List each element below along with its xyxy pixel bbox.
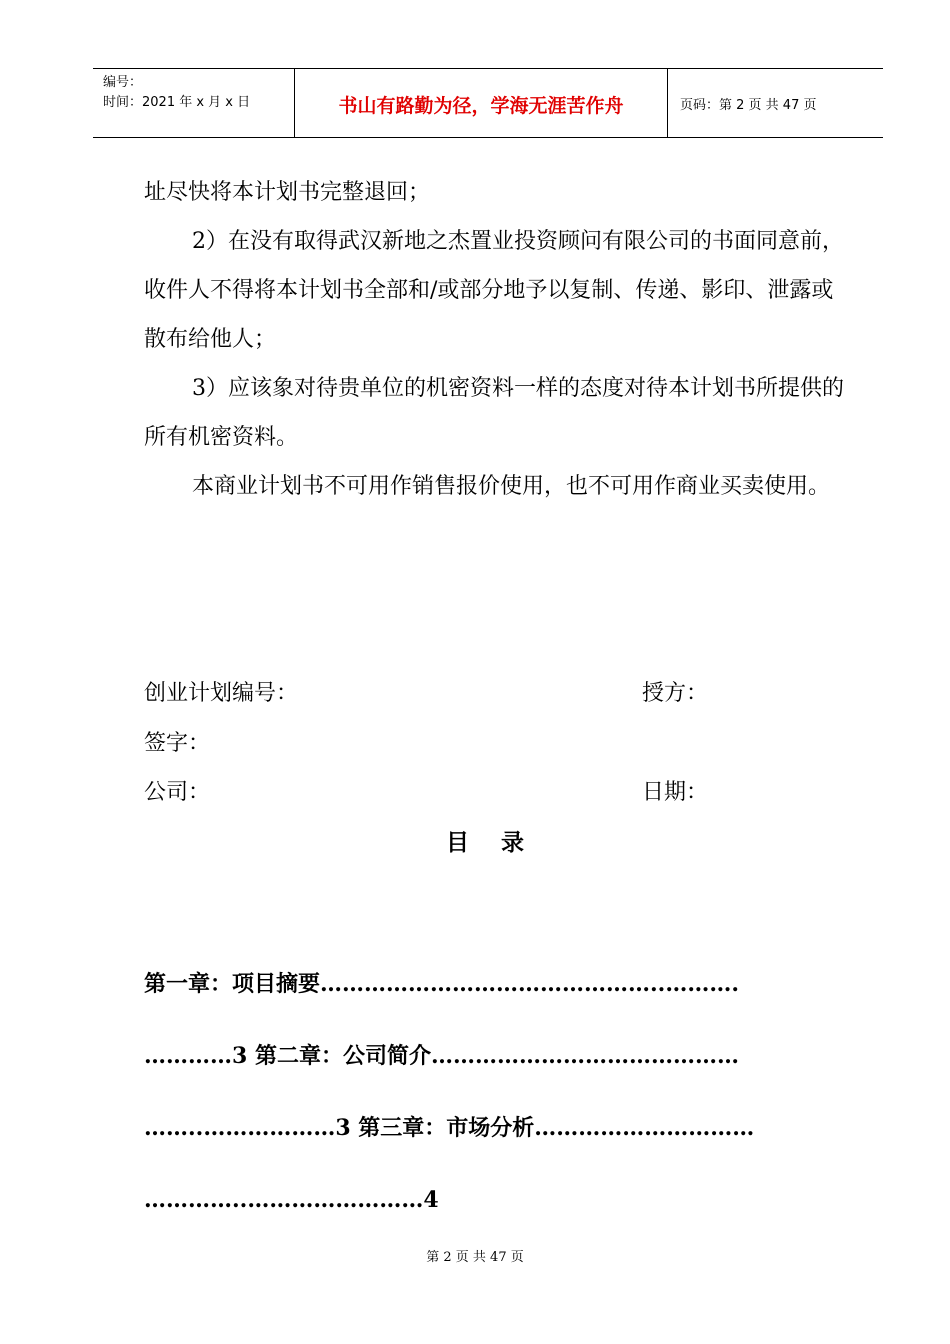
date-label: 日期： <box>642 780 709 805</box>
company-label: 公司： <box>144 780 211 805</box>
toc-line[interactable]: …………3 第二章：公司简介…………………………………… <box>144 1043 739 1069</box>
paragraph-1: 址尽快将本计划书完整退回； <box>144 180 431 205</box>
number-label: 编号： <box>103 75 143 90</box>
paragraph-3: 3）应该象对待贵单位的机密资料一样的态度对待本计划书所提供的所有机密资料。 <box>144 376 844 450</box>
grantee-label: 授方： <box>642 681 709 706</box>
page-footer: 第 2 页 共 47 页 <box>426 1250 524 1265</box>
header-motto-cell <box>295 69 668 137</box>
body-text <box>144 168 844 511</box>
time-label: 时间：2021 年 x 月 x 日 <box>103 95 251 110</box>
paragraph-4: 本商业计划书不可用作销售报价使用，也不可用作商业买卖使用。 <box>192 474 831 499</box>
toc-line[interactable]: ……..………………3 第三章：市场分析………………………… <box>144 1115 755 1141</box>
table-of-contents <box>144 948 844 1236</box>
header-page-cell <box>668 69 883 137</box>
plan-number-label: 创业计划编号： <box>144 681 299 706</box>
page-info: 页码：第 2 页 共 47 页 <box>680 98 817 113</box>
header-meta-cell <box>93 69 295 137</box>
paragraph-2: 2）在没有取得武汉新地之杰置业投资顾问有限公司的书面同意前，收件人不得将本计划书全部和/或部分地予以复制、传递、影印、泄露或散布给他人； <box>144 229 844 352</box>
signature-label: 签字： <box>144 731 211 756</box>
page-header <box>93 68 883 138</box>
toc-line[interactable]: 第一章：项目摘要………………………………………..………. <box>144 971 739 997</box>
motto: 书山有路勤为径，学海无涯苦作舟 <box>338 95 624 117</box>
toc-line[interactable]: …………..……………………4 <box>144 1187 439 1213</box>
toc-title: 目 录 <box>446 829 525 856</box>
